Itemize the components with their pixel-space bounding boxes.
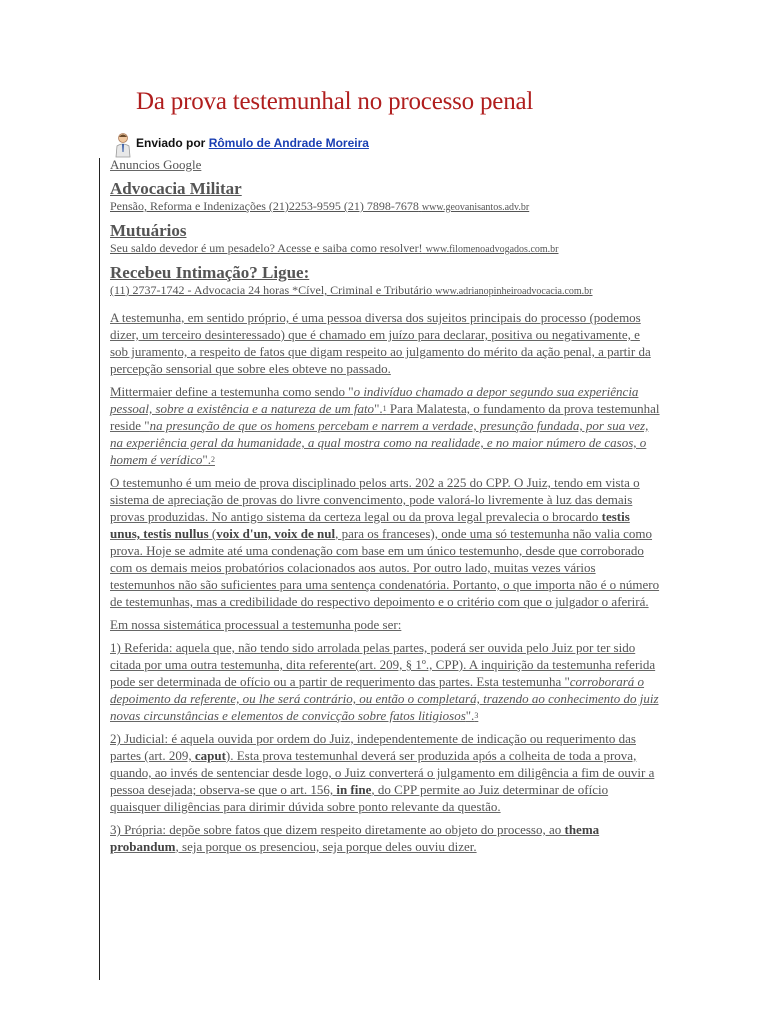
ad-text: Seu saldo devedor é um pesadelo? Acesse e saiba como resolver!: [110, 241, 423, 255]
author-link[interactable]: Rômulo de Andrade Moreira: [208, 136, 369, 150]
ad-text: (11) 2737-1742 - Advocacia 24 horas *Cível, Criminal e Tributário: [110, 283, 433, 297]
quote-referida: corroborará o depoimento da referente, ou lhe será contrário, ou então o completará, trazendo ao conhecimento do juiz novas circunstâncias e elementos de convicção sobre fatos litigiosos: [110, 674, 659, 723]
in-fine-term: in fine: [336, 782, 372, 797]
user-avatar-icon: [114, 132, 132, 158]
byline-text: [136, 136, 369, 150]
paragraph-6: 2) Judicial: é aquela ouvida por ordem do Juiz, independentemente de indicação ou requerimento das partes (art. 209, caput). Esta prova testemunhal deverá ser produzida após a colheita de toda a prova, quando, ao invés de sentenciar desde logo, o Juiz converterá o julgamento em diligência a fim de ouvir a pessoa desejada; observa-se que o art. 156, in fine, do CPP permite ao Juiz determinar de ofício quaisquer diligências para dirimir dúvida sobre ponto relevante da questão.: [110, 731, 655, 814]
footnote-1[interactable]: 1: [382, 404, 387, 413]
article-body: [110, 156, 660, 861]
caput-term: caput: [194, 748, 226, 763]
sent-by-label: Enviado por: [136, 136, 206, 150]
quote-mittermaier: o indivíduo chamado a depor segundo sua experiência pessoal, sobre a existência e a natureza de um fato: [110, 384, 639, 416]
ad-item[interactable]: [110, 221, 660, 257]
ad-url[interactable]: www.filomenoadvogados.com.br: [425, 244, 559, 255]
ad-title[interactable]: Advocacia Militar: [110, 179, 242, 198]
ad-url[interactable]: www.geovanisantos.adv.br: [421, 202, 530, 213]
thema-probandum-term: thema probandum: [110, 822, 600, 854]
paragraph-7: 3) Própria: depõe sobre fatos que dizem respeito diretamente ao objeto do processo, ao thema probandum, seja porque os presenciou, seja porque deles ouviu dizer.: [110, 822, 600, 854]
paragraph-2: Mittermaier define a testemunha como sendo "o indivíduo chamado a depor segundo sua experiência pessoal, sobre a existência e a natureza de um fato".$^1$ Para Malatesta, o fundamento da prova testemunhal reside "na presunção de que os homens percebam e narrem a verdade, presunção fundada, por sua vez, na experiência geral da humanidade, a qual mostra como na realidade, e no maior número de casos, o homem é verídico".$^2$: [110, 384, 660, 467]
paragraph-3: O testemunho é um meio de prova disciplinado pelos arts. 202 a 225 do CPP. O Juiz, tendo em vista o sistema de apreciação de provas do livre convencimento, pode valorá-lo livremente à luz das demais provas produzidas. No antigo sistema da certeza legal ou da prova legal prevalecia o brocardo testis unus, testis nullus (voix d'un, voix de nul, para os franceses), onde uma só testemunha não valia como prova. Hoje se admite até uma condenação com base em um único testemunho, desde que corroborado com os demais meios probatórios colacionados aos autos. Por outro lado, muitas vezes vários testemunhos não são suficientes para uma sentença condenatória. Portanto, o que importa não é o número de testemunhas, mas a credibilidade do respectivo depoimento e o critério com que o julgador o aferirá.: [110, 475, 660, 609]
ad-item[interactable]: [110, 263, 660, 299]
quote-malatesta: na presunção de que os homens percebam e narrem a verdade, presunção fundada, por sua vez, na experiência geral da humanidade, a qual mostra como na realidade, e no maior número de casos, o homem é verídico: [110, 418, 649, 467]
french-brocard: voix d'un, voix de nul: [216, 526, 336, 541]
latin-brocard: testis unus, testis nullus: [110, 509, 630, 541]
ad-title[interactable]: Mutuários: [110, 221, 187, 240]
ad-title[interactable]: Recebeu Intimação? Ligue:: [110, 263, 310, 282]
paragraph-4: Em nossa sistemática processual a testemunha pode ser:: [110, 617, 402, 632]
paragraph-1: A testemunha, em sentido próprio, é uma pessoa diversa dos sujeitos principais do processo (podemos dizer, um terceiro desinteressado) que é chamado em juízo para declarar, positiva ou negativamente, e sob juramento, a respeito de fatos que digam respeito ao julgamento do mérito da ação penal, a partir da percepção sensorial que sobre eles obteve no passado.: [110, 310, 651, 376]
article-title: Da prova testemunhal no processo penal: [136, 88, 534, 115]
ad-text: Pensão, Reforma e Indenizações (21)2253-9595 (21) 7898-7678: [110, 199, 419, 213]
ad-url[interactable]: www.adrianopinheiroadvocacia.com.br: [435, 286, 593, 297]
footnote-3[interactable]: 3: [474, 711, 479, 720]
left-border-line: [99, 158, 100, 980]
paragraph-5: 1) Referida: aquela que, não tendo sido arrolada pelas partes, poderá ser ouvida pelo Juiz por ter sido citada por uma outra testemunha, dita referente(art. 209, § 1º., CPP). A inquirição da testemunha referida pode ser determinada de ofício ou a partir de requerimento das partes. Esta testemunha "corroborará o depoimento da referente, ou lhe será contrário, ou então o completará, trazendo ao conhecimento do juiz novas circunstâncias e elementos de convicção sobre fatos litigiosos".$^3$: [110, 640, 659, 723]
footnote-2[interactable]: 2: [210, 455, 215, 464]
ads-label: Anuncios Google: [110, 157, 202, 172]
ad-item[interactable]: [110, 179, 660, 215]
